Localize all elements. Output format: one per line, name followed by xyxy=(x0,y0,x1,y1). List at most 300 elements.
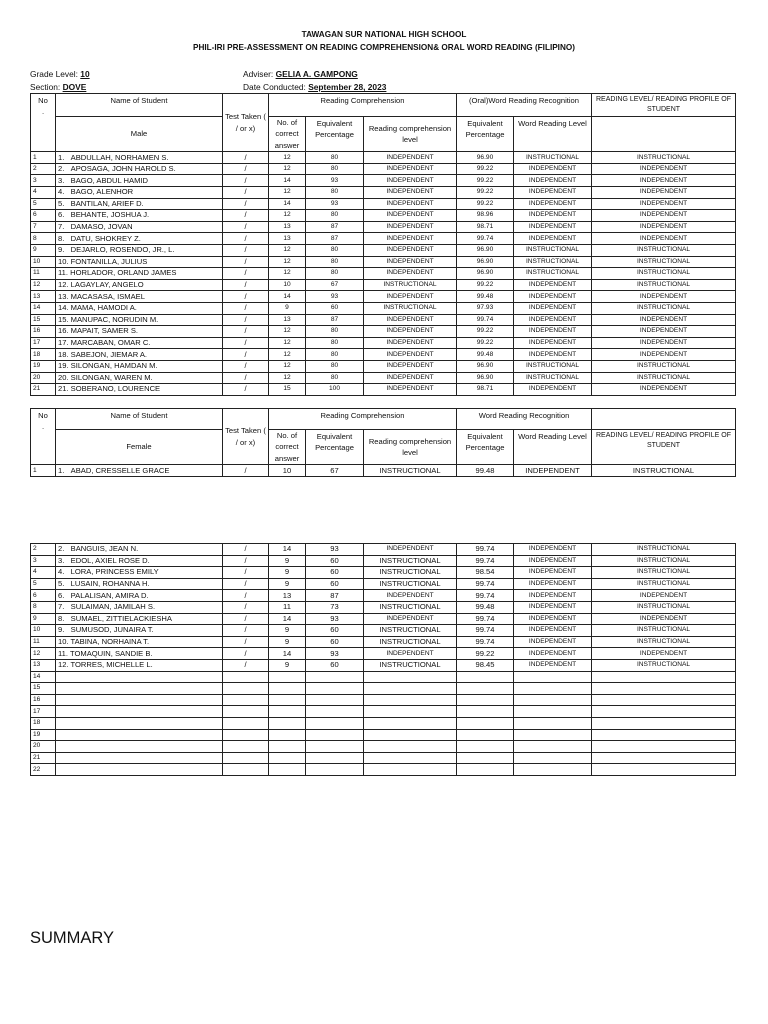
table-row xyxy=(31,291,736,303)
test-taken-mark: / xyxy=(223,326,269,338)
reading-profile: INSTRUCTIONAL xyxy=(592,544,736,556)
row-number: 11 xyxy=(31,636,56,648)
reading-profile: INDEPENDENT xyxy=(592,163,736,175)
row-number: 10 xyxy=(31,625,56,637)
correct-answers: 12 xyxy=(269,210,306,222)
empty-cell xyxy=(56,717,223,729)
student-name: 11. TOMAQUIN, SANDIE B. xyxy=(56,648,223,660)
row-number: 9 xyxy=(31,244,56,256)
test-taken-mark: / xyxy=(223,567,269,579)
row-number: 20 xyxy=(31,372,56,384)
wr-percentage: 99.74 xyxy=(457,613,514,625)
student-name: 5. LUSAIN, ROHANNA H. xyxy=(56,578,223,590)
empty-cell xyxy=(592,671,736,683)
wr-level: INDEPENDENT xyxy=(514,555,592,567)
test-taken-mark: / xyxy=(223,187,269,199)
reading-profile: INDEPENDENT xyxy=(592,349,736,361)
reading-profile: INDEPENDENT xyxy=(592,175,736,187)
summary-heading: SUMMARY xyxy=(30,929,115,947)
empty-table-row xyxy=(31,729,736,741)
rc-level: INSTRUCTIONAL xyxy=(364,302,457,314)
empty-cell xyxy=(514,683,592,695)
reading-profile: INSTRUCTIONAL xyxy=(592,555,736,567)
female-no-header-dot: . xyxy=(41,422,45,432)
row-number: 15 xyxy=(31,683,56,695)
wr-percentage: 99.22 xyxy=(457,326,514,338)
row-number: 6 xyxy=(31,210,56,222)
empty-cell xyxy=(457,717,514,729)
table-row xyxy=(31,233,736,245)
date-conducted xyxy=(243,82,386,92)
female-no-header-text: No xyxy=(38,411,48,420)
rc-level: INDEPENDENT xyxy=(364,198,457,210)
wr-level: INDEPENDENT xyxy=(514,349,592,361)
female-name-header: Name of Student xyxy=(56,409,223,430)
test-taken-mark: / xyxy=(223,221,269,233)
test-taken-mark: / xyxy=(223,360,269,372)
empty-cell xyxy=(364,752,457,764)
student-name: 9. SUMUSOD, JUNAIRA T. xyxy=(56,625,223,637)
reading-profile: INDEPENDENT xyxy=(592,233,736,245)
test-taken-mark: / xyxy=(223,372,269,384)
wr-level: INDEPENDENT xyxy=(514,163,592,175)
test-taken-mark: / xyxy=(223,175,269,187)
empty-cell xyxy=(269,671,306,683)
correct-answers: 14 xyxy=(269,613,306,625)
empty-cell xyxy=(269,729,306,741)
correct-answers: 9 xyxy=(269,636,306,648)
test-taken-mark: / xyxy=(223,625,269,637)
rc-percentage: 80 xyxy=(306,372,364,384)
wr-percentage: 99.22 xyxy=(457,198,514,210)
reading-comprehension-header: Reading Comprehension xyxy=(269,94,457,117)
empty-cell xyxy=(269,706,306,718)
empty-cell xyxy=(56,741,223,753)
female-correct-answer-header: No. of correct answer xyxy=(269,430,306,465)
row-number: 19 xyxy=(31,360,56,372)
student-name: 4. BAGO, ALENHOR xyxy=(56,187,223,199)
female-rc-percentage-header: Equivalent Percentage xyxy=(306,430,364,465)
rc-percentage: 73 xyxy=(306,601,364,613)
rc-level: INDEPENDENT xyxy=(364,590,457,602)
empty-table-row xyxy=(31,694,736,706)
female-reading-profile-header: READING LEVEL/ READING PROFILE OF STUDENT xyxy=(592,430,736,465)
empty-cell xyxy=(56,683,223,695)
adviser-value: GELIA A. GAMPONG xyxy=(275,69,358,79)
row-number: 4 xyxy=(31,187,56,199)
empty-cell xyxy=(306,683,364,695)
empty-cell xyxy=(306,764,364,776)
wr-percentage: 99.22 xyxy=(457,187,514,199)
table-row xyxy=(31,372,736,384)
table-row xyxy=(31,210,736,222)
student-name: 2. BANGUIS, JEAN N. xyxy=(56,544,223,556)
reading-profile: INDEPENDENT xyxy=(592,187,736,199)
test-taken-mark: / xyxy=(223,268,269,280)
student-name: 1. ABDULLAH, NORHAMEN S. xyxy=(56,152,223,164)
wr-percentage: 96.90 xyxy=(457,372,514,384)
table-row xyxy=(31,636,736,648)
table-row xyxy=(31,268,736,280)
row-number: 5 xyxy=(31,578,56,590)
test-taken-mark: / xyxy=(223,233,269,245)
student-name: 8. DATU, SHOKREY Z. xyxy=(56,233,223,245)
wr-level-header: Word Reading Level xyxy=(514,117,592,152)
correct-answers: 13 xyxy=(269,221,306,233)
rc-level: INDEPENDENT xyxy=(364,163,457,175)
correct-answers: 12 xyxy=(269,187,306,199)
table-row xyxy=(31,625,736,637)
wr-percentage: 99.74 xyxy=(457,625,514,637)
row-number: 12 xyxy=(31,648,56,660)
rc-level: INDEPENDENT xyxy=(364,152,457,164)
test-taken-mark: / xyxy=(223,601,269,613)
test-taken-mark: / xyxy=(223,555,269,567)
no-header xyxy=(31,94,56,152)
rc-level: INDEPENDENT xyxy=(364,360,457,372)
row-number: 14 xyxy=(31,302,56,314)
row-number: 16 xyxy=(31,326,56,338)
reading-profile: INDEPENDENT xyxy=(592,384,736,396)
reading-profile: INDEPENDENT xyxy=(592,590,736,602)
rc-percentage: 100 xyxy=(306,384,364,396)
female-word-reading-header: Word Reading Recognition xyxy=(457,409,592,430)
empty-cell xyxy=(457,706,514,718)
reading-profile: INSTRUCTIONAL xyxy=(592,636,736,648)
correct-answers: 12 xyxy=(269,152,306,164)
empty-cell xyxy=(56,671,223,683)
empty-cell xyxy=(223,706,269,718)
table-row xyxy=(31,349,736,361)
wr-percentage: 98.96 xyxy=(457,210,514,222)
student-name: 7. SULAIMAN, JAMILAH S. xyxy=(56,601,223,613)
grade-label: Grade Level: xyxy=(30,69,78,79)
correct-answers: 14 xyxy=(269,198,306,210)
test-taken-mark: / xyxy=(223,578,269,590)
wr-level: INDEPENDENT xyxy=(514,567,592,579)
rc-level: INDEPENDENT xyxy=(364,187,457,199)
wr-level: INDEPENDENT xyxy=(514,302,592,314)
test-taken-mark: / xyxy=(223,256,269,268)
correct-answers: 9 xyxy=(269,302,306,314)
row-number: 11 xyxy=(31,268,56,280)
row-number: 4 xyxy=(31,567,56,579)
wr-level: INSTRUCTIONAL xyxy=(514,372,592,384)
rc-percentage: 80 xyxy=(306,210,364,222)
wr-percentage: 96.90 xyxy=(457,360,514,372)
test-taken-mark: / xyxy=(223,613,269,625)
table-row xyxy=(31,613,736,625)
wr-level: INDEPENDENT xyxy=(514,291,592,303)
wr-percentage: 99.22 xyxy=(457,279,514,291)
female-wr-level-header: Word Reading Level xyxy=(514,430,592,465)
rc-percentage: 93 xyxy=(306,291,364,303)
date-value: September 28, 2023 xyxy=(308,82,387,92)
reading-profile: INDEPENDENT xyxy=(592,613,736,625)
table-row xyxy=(31,555,736,567)
grade-level xyxy=(30,69,90,79)
rc-level: INSTRUCTIONAL xyxy=(364,659,457,671)
empty-cell xyxy=(223,717,269,729)
wr-level: INDEPENDENT xyxy=(514,613,592,625)
empty-cell xyxy=(223,764,269,776)
correct-answers: 13 xyxy=(269,314,306,326)
student-name: 19. SILONGAN, HAMDAN M. xyxy=(56,360,223,372)
empty-cell xyxy=(514,729,592,741)
rc-percentage: 87 xyxy=(306,590,364,602)
wr-percentage: 96.90 xyxy=(457,268,514,280)
row-number: 21 xyxy=(31,752,56,764)
row-number: 3 xyxy=(31,175,56,187)
test-taken-mark: / xyxy=(223,384,269,396)
wr-level: INDEPENDENT xyxy=(514,337,592,349)
empty-cell xyxy=(223,671,269,683)
correct-answers: 9 xyxy=(269,555,306,567)
test-taken-mark: / xyxy=(223,349,269,361)
reading-profile: INSTRUCTIONAL xyxy=(592,578,736,590)
empty-cell xyxy=(306,741,364,753)
empty-cell xyxy=(514,706,592,718)
table-row xyxy=(31,256,736,268)
rc-level: INDEPENDENT xyxy=(364,544,457,556)
wr-level: INDEPENDENT xyxy=(514,648,592,660)
reading-profile: INDEPENDENT xyxy=(592,198,736,210)
rc-percentage: 93 xyxy=(306,613,364,625)
rc-level: INDEPENDENT xyxy=(364,291,457,303)
row-number: 1 xyxy=(31,152,56,164)
rc-level: INSTRUCTIONAL xyxy=(364,465,457,477)
test-taken-mark: / xyxy=(223,198,269,210)
table-row xyxy=(31,152,736,164)
wr-percentage: 99.48 xyxy=(457,291,514,303)
rc-percentage-header: Equivalent Percentage xyxy=(306,117,364,152)
test-taken-mark: / xyxy=(223,465,269,477)
row-number: 15 xyxy=(31,314,56,326)
reading-profile: INSTRUCTIONAL xyxy=(592,601,736,613)
student-name: 10. FONTANILLA, JULIUS xyxy=(56,256,223,268)
student-name: 21. SOBERANO, LOURENCE xyxy=(56,384,223,396)
rc-level: INDEPENDENT xyxy=(364,372,457,384)
wr-level: INDEPENDENT xyxy=(514,544,592,556)
table-row xyxy=(31,244,736,256)
wr-percentage: 99.22 xyxy=(457,163,514,175)
reading-profile: INSTRUCTIONAL xyxy=(592,659,736,671)
correct-answers: 13 xyxy=(269,590,306,602)
student-name: 12. TORRES, MICHELLE L. xyxy=(56,659,223,671)
empty-cell xyxy=(457,683,514,695)
row-number: 2 xyxy=(31,163,56,175)
wr-level: INDEPENDENT xyxy=(514,326,592,338)
test-taken-header: Test Taken ( / or x) xyxy=(223,94,269,152)
empty-cell xyxy=(364,741,457,753)
empty-cell xyxy=(223,694,269,706)
rc-percentage: 87 xyxy=(306,233,364,245)
correct-answers: 12 xyxy=(269,326,306,338)
wr-percentage: 99.74 xyxy=(457,314,514,326)
empty-cell xyxy=(592,752,736,764)
empty-cell xyxy=(306,671,364,683)
empty-cell xyxy=(56,729,223,741)
wr-level: INSTRUCTIONAL xyxy=(514,244,592,256)
empty-cell xyxy=(269,694,306,706)
female-table xyxy=(30,408,736,477)
reading-profile: INSTRUCTIONAL xyxy=(592,360,736,372)
table-row xyxy=(31,648,736,660)
wr-level: INDEPENDENT xyxy=(514,384,592,396)
male-subheader: Male xyxy=(56,117,223,152)
student-name: 18. SABEJON, JIEMAR A. xyxy=(56,349,223,361)
empty-cell xyxy=(364,729,457,741)
table-row xyxy=(31,590,736,602)
correct-answers: 9 xyxy=(269,659,306,671)
reading-profile: INSTRUCTIONAL xyxy=(592,372,736,384)
rc-percentage: 93 xyxy=(306,648,364,660)
rc-percentage: 60 xyxy=(306,659,364,671)
student-name: 6. BEHANTE, JOSHUA J. xyxy=(56,210,223,222)
student-name: 3. EDOL, AXIEL ROSE D. xyxy=(56,555,223,567)
empty-cell xyxy=(514,671,592,683)
empty-cell xyxy=(223,741,269,753)
female-subheader: Female xyxy=(56,430,223,465)
rc-percentage: 87 xyxy=(306,314,364,326)
row-number: 7 xyxy=(31,221,56,233)
reading-profile: INSTRUCTIONAL xyxy=(592,244,736,256)
reading-profile: INSTRUCTIONAL xyxy=(592,302,736,314)
row-number: 13 xyxy=(31,659,56,671)
row-number: 18 xyxy=(31,349,56,361)
empty-cell xyxy=(457,741,514,753)
empty-cell xyxy=(56,752,223,764)
test-taken-mark: / xyxy=(223,659,269,671)
wr-level: INDEPENDENT xyxy=(514,221,592,233)
empty-cell xyxy=(592,741,736,753)
wr-level: INDEPENDENT xyxy=(514,636,592,648)
empty-cell xyxy=(592,764,736,776)
reading-profile: INSTRUCTIONAL xyxy=(592,625,736,637)
rc-level-header: Reading comprehension level xyxy=(364,117,457,152)
student-name: 14. MAMA, HAMODI A. xyxy=(56,302,223,314)
wr-percentage: 99.48 xyxy=(457,601,514,613)
student-name: 15. MANUPAC, NORUDIN M. xyxy=(56,314,223,326)
rc-level: INSTRUCTIONAL xyxy=(364,567,457,579)
empty-cell xyxy=(269,683,306,695)
table-row xyxy=(31,326,736,338)
rc-percentage: 87 xyxy=(306,221,364,233)
student-name: 4. LORA, PRINCESS EMILY xyxy=(56,567,223,579)
test-taken-mark: / xyxy=(223,544,269,556)
rc-percentage: 80 xyxy=(306,360,364,372)
row-number: 17 xyxy=(31,337,56,349)
student-name: 6. PALALISAN, AMIRA D. xyxy=(56,590,223,602)
reading-profile: INDEPENDENT xyxy=(592,221,736,233)
table-row xyxy=(31,279,736,291)
empty-table-row xyxy=(31,741,736,753)
rc-level: INDEPENDENT xyxy=(364,175,457,187)
table-row xyxy=(31,601,736,613)
wr-percentage: 98.71 xyxy=(457,384,514,396)
row-number: 9 xyxy=(31,613,56,625)
rc-percentage: 60 xyxy=(306,302,364,314)
correct-answers: 9 xyxy=(269,567,306,579)
test-taken-mark: / xyxy=(223,291,269,303)
empty-cell xyxy=(56,764,223,776)
wr-percentage: 99.74 xyxy=(457,590,514,602)
table-row xyxy=(31,337,736,349)
empty-cell xyxy=(306,694,364,706)
reading-profile: INSTRUCTIONAL xyxy=(592,256,736,268)
empty-cell xyxy=(514,752,592,764)
row-number: 21 xyxy=(31,384,56,396)
rc-level: INDEPENDENT xyxy=(364,221,457,233)
section xyxy=(30,82,86,92)
rc-level: INDEPENDENT xyxy=(364,233,457,245)
wr-level: INDEPENDENT xyxy=(514,175,592,187)
row-number: 10 xyxy=(31,256,56,268)
correct-answers: 14 xyxy=(269,175,306,187)
date-label: Date Conducted: xyxy=(243,82,306,92)
correct-answers: 9 xyxy=(269,578,306,590)
empty-table-row xyxy=(31,764,736,776)
reading-profile: INSTRUCTIONAL xyxy=(592,152,736,164)
no-header-text: No xyxy=(38,96,48,105)
rc-percentage: 80 xyxy=(306,337,364,349)
test-taken-mark: / xyxy=(223,648,269,660)
wr-level: INDEPENDENT xyxy=(514,659,592,671)
empty-cell xyxy=(592,683,736,695)
test-taken-mark: / xyxy=(223,244,269,256)
empty-cell xyxy=(306,717,364,729)
test-taken-mark: / xyxy=(223,337,269,349)
rc-level: INDEPENDENT xyxy=(364,256,457,268)
row-number: 2 xyxy=(31,544,56,556)
rc-level: INSTRUCTIONAL xyxy=(364,601,457,613)
student-name: 12. LAGAYLAY, ANGELO xyxy=(56,279,223,291)
reading-profile: INSTRUCTIONAL xyxy=(592,465,736,477)
correct-answers: 11 xyxy=(269,601,306,613)
rc-level: INDEPENDENT xyxy=(364,314,457,326)
table-row xyxy=(31,314,736,326)
correct-answers: 14 xyxy=(269,291,306,303)
adviser xyxy=(243,69,358,79)
empty-cell xyxy=(223,729,269,741)
rc-level: INDEPENDENT xyxy=(364,210,457,222)
empty-cell xyxy=(223,752,269,764)
reading-profile: INDEPENDENT xyxy=(592,291,736,303)
empty-cell xyxy=(514,694,592,706)
rc-percentage: 60 xyxy=(306,625,364,637)
profile-subheader-blank xyxy=(592,117,736,152)
wr-level: INDEPENDENT xyxy=(514,578,592,590)
student-name: 8. SUMAEL, ZITTIELACKIESHA xyxy=(56,613,223,625)
word-reading-header: (Oral)Word Reading Recognition xyxy=(457,94,592,117)
table-row xyxy=(31,198,736,210)
empty-table-row xyxy=(31,671,736,683)
empty-table-row xyxy=(31,752,736,764)
student-name: 16. MAPAIT, SAMER S. xyxy=(56,326,223,338)
rc-percentage: 60 xyxy=(306,636,364,648)
empty-cell xyxy=(514,764,592,776)
wr-percentage: 99.74 xyxy=(457,544,514,556)
empty-cell xyxy=(514,741,592,753)
table-row xyxy=(31,360,736,372)
wr-percentage: 96.90 xyxy=(457,152,514,164)
correct-answers: 12 xyxy=(269,256,306,268)
correct-answers: 14 xyxy=(269,544,306,556)
empty-cell xyxy=(269,741,306,753)
wr-percentage: 96.90 xyxy=(457,256,514,268)
female-profile-header-blank xyxy=(592,409,736,430)
reading-profile-header: READING LEVEL/ READING PROFILE OF STUDENT xyxy=(592,94,736,117)
